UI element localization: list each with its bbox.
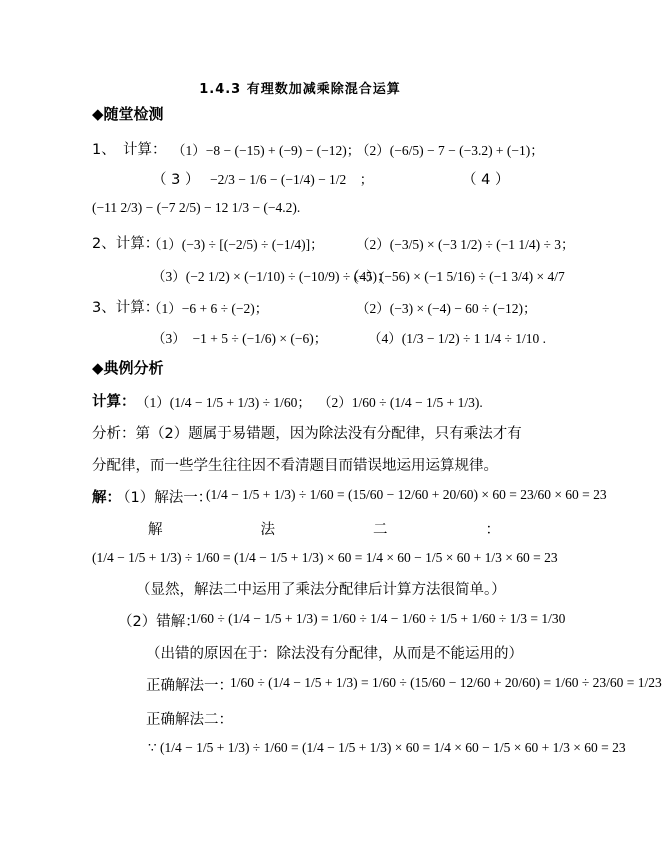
error-reason-note: （出错的原因在于：除法没有分配律，从而是不能运用的）: [146, 646, 523, 662]
correct-method2-expr: ∵ (1/4 − 1/5 + 1/3) ÷ 1/60 = (1/4 − 1/5 + 1/3) × 60 = 1/4 × 60 − 1/5 × 60 + 1/3 × 60 = 23: [148, 740, 626, 755]
section-heading-practice: ◆随堂检测: [92, 105, 164, 123]
q1-part4-label: （ 4 ）: [462, 172, 510, 188]
example-part1: （1）(1/4 − 1/5 + 1/3) ÷ 1/60；: [136, 395, 311, 410]
section-heading-examples: ◆典例分析: [92, 359, 164, 377]
q2-label: 2、计算：: [92, 236, 160, 252]
correct-method1-label: 正确解法一：: [146, 678, 233, 694]
q1-label: 1、 计算：: [92, 142, 167, 158]
q2-part2: （2）(−3/5) × (−3 1/2) ÷ (−1 1/4) ÷ 3；: [356, 237, 575, 252]
method1-expr: (1/4 − 1/5 + 1/3) ÷ 1/60 = (15/60 − 12/60 + 20/60) × 60 = 23/60 × 60 = 23: [206, 487, 607, 502]
correct-method1-expr: 1/60 ÷ (1/4 − 1/5 + 1/3) = 1/60 ÷ (15/60 − 12/60 + 20/60) = 1/60 ÷ 23/60 = 1/23: [230, 675, 662, 690]
method2-expr: (1/4 − 1/5 + 1/3) ÷ 1/60 = (1/4 − 1/5 + 1/3) × 60 = 1/4 × 60 − 1/5 × 60 + 1/3 × 60 = 23: [92, 550, 558, 565]
method2-label-char: 解: [148, 522, 163, 538]
q2-part4: （4）(−56) × (−1 5/16) ÷ (−1 3/4) × 4/7: [346, 269, 565, 284]
q3-part3: （3） −1 + 5 ÷ (−1/6) × (−6)；: [152, 331, 328, 346]
method1-label: （1）解法一：: [116, 490, 213, 506]
q1-part4: (−11 2/3) − (−7 2/5) − 12 1/3 − (−4.2).: [92, 200, 301, 215]
method2-label-char: 二: [373, 522, 388, 538]
analysis-line1: 分析：第（2）题属于易错题，因为除法没有分配律，只有乘法才有: [92, 426, 522, 442]
q1-part2: （2）(−6/5) − 7 − (−3.2) + (−1)；: [356, 143, 544, 158]
q2-part1: （1）(−3) ÷ [(−2/5) ÷ (−1/4)]；: [148, 237, 324, 252]
method2-label: [148, 518, 500, 539]
q2-part3: （3）(−2 1/2) × (−1/10) ÷ (−10/9) ÷ (−5)；: [152, 269, 391, 284]
wrong-solution-label: （2）错解：: [118, 614, 200, 630]
example-part2: （2）1/60 ÷ (1/4 − 1/5 + 1/3).: [318, 395, 483, 410]
method2-label-char: 法: [260, 522, 275, 538]
analysis-line2: 分配律，而一些学生往往因不看清题目而错误地运用运算规律。: [92, 458, 498, 474]
q3-part2: （2）(−3) × (−4) − 60 ÷ (−12)；: [356, 301, 537, 316]
q1-part3-label: （ 3 ）: [152, 172, 200, 188]
q1-part1: （1）−8 − (−15) + (−9) − (−12)；: [172, 143, 361, 158]
solution-label: 解：: [92, 490, 121, 506]
page-title: 1.4.3 有理数加减乘除混合运算: [199, 82, 401, 97]
wrong-solution-expr: 1/60 ÷ (1/4 − 1/5 + 1/3) = 1/60 ÷ 1/4 − 1/60 ÷ 1/5 + 1/60 ÷ 1/3 = 1/30: [190, 611, 566, 626]
example-label: 计算：: [92, 394, 136, 410]
q3-part4: （4）(1/3 − 1/2) ÷ 1 1/4 ÷ 1/10 .: [368, 331, 547, 346]
correct-method2-label: 正确解法二：: [146, 712, 233, 728]
q1-part3: −2/3 − 1/6 − (−1/4) − 1/2 ；: [210, 172, 374, 187]
method2-label-char: ：: [485, 522, 500, 538]
note-method2: （显然，解法二中运用了乘法分配律后计算方法很简单。）: [136, 582, 506, 598]
q3-part1: （1）−6 + 6 ÷ (−2)；: [148, 301, 269, 316]
q3-label: 3、计算：: [92, 300, 160, 316]
